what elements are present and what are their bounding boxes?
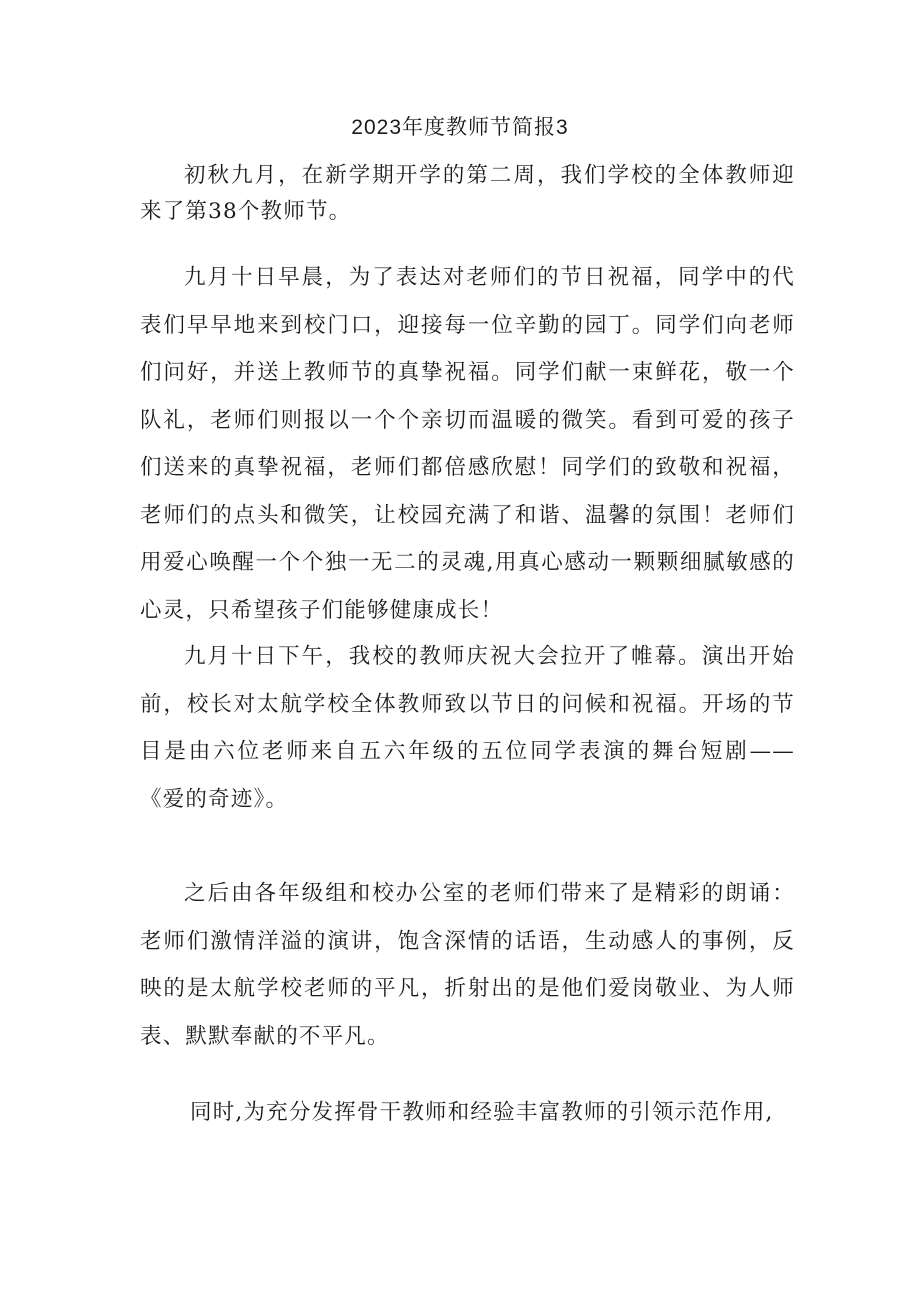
paragraph-recitation: 之后由各年级组和校办公室的老师们带来了是精彩的朗诵：老师们激情洋溢的演讲，饱含深情的话语，生动感人的事例，反映的是太航学校老师的平凡，折射出的是他们爱岗敬业、为人师表、默默奉献的不平凡。 xyxy=(140,881,795,1049)
paragraph-afternoon: 九月十日下午，我校的教师庆祝大会拉开了帷幕。演出开始前，校长对太航学校全体教师致以节日的问候和祝福。开场的节目是由六位老师来自五六年级的五位同学表演的舞台短剧——《爱的奇迹》。 xyxy=(140,644,795,812)
document-title: 2023年度教师节简报3 xyxy=(351,116,569,139)
paragraph-mentors: 同时,为充分发挥骨干教师和经验丰富教师的引领示范作用, xyxy=(190,1100,774,1125)
paragraph-morning: 九月十日早晨，为了表达对老师们的节日祝福，同学中的代表们早早地来到校门口，迎接每一位辛勤的园丁。同学们向老师们问好，并送上教师节的真挚祝福。同学们献一束鲜花，敬一个队礼，老师们则报以一个个亲切而温暖的微笑。看到可爱的孩子们送来的真挚祝福，老师们都倍感欣慰！同学们的致敬和祝福，老师们的点头和微笑，让校园充满了和谐、温馨的氛围！老师们用爱心唤醒一个个独一无二的灵魂,用真心感动一颗颗细腻敏感的心灵，只希望孩子们能够健康成长！ xyxy=(140,265,795,623)
paragraph-intro: 初秋九月，在新学期开学的第二周，我们学校的全体教师迎来了第38个教师节。 xyxy=(140,163,795,224)
